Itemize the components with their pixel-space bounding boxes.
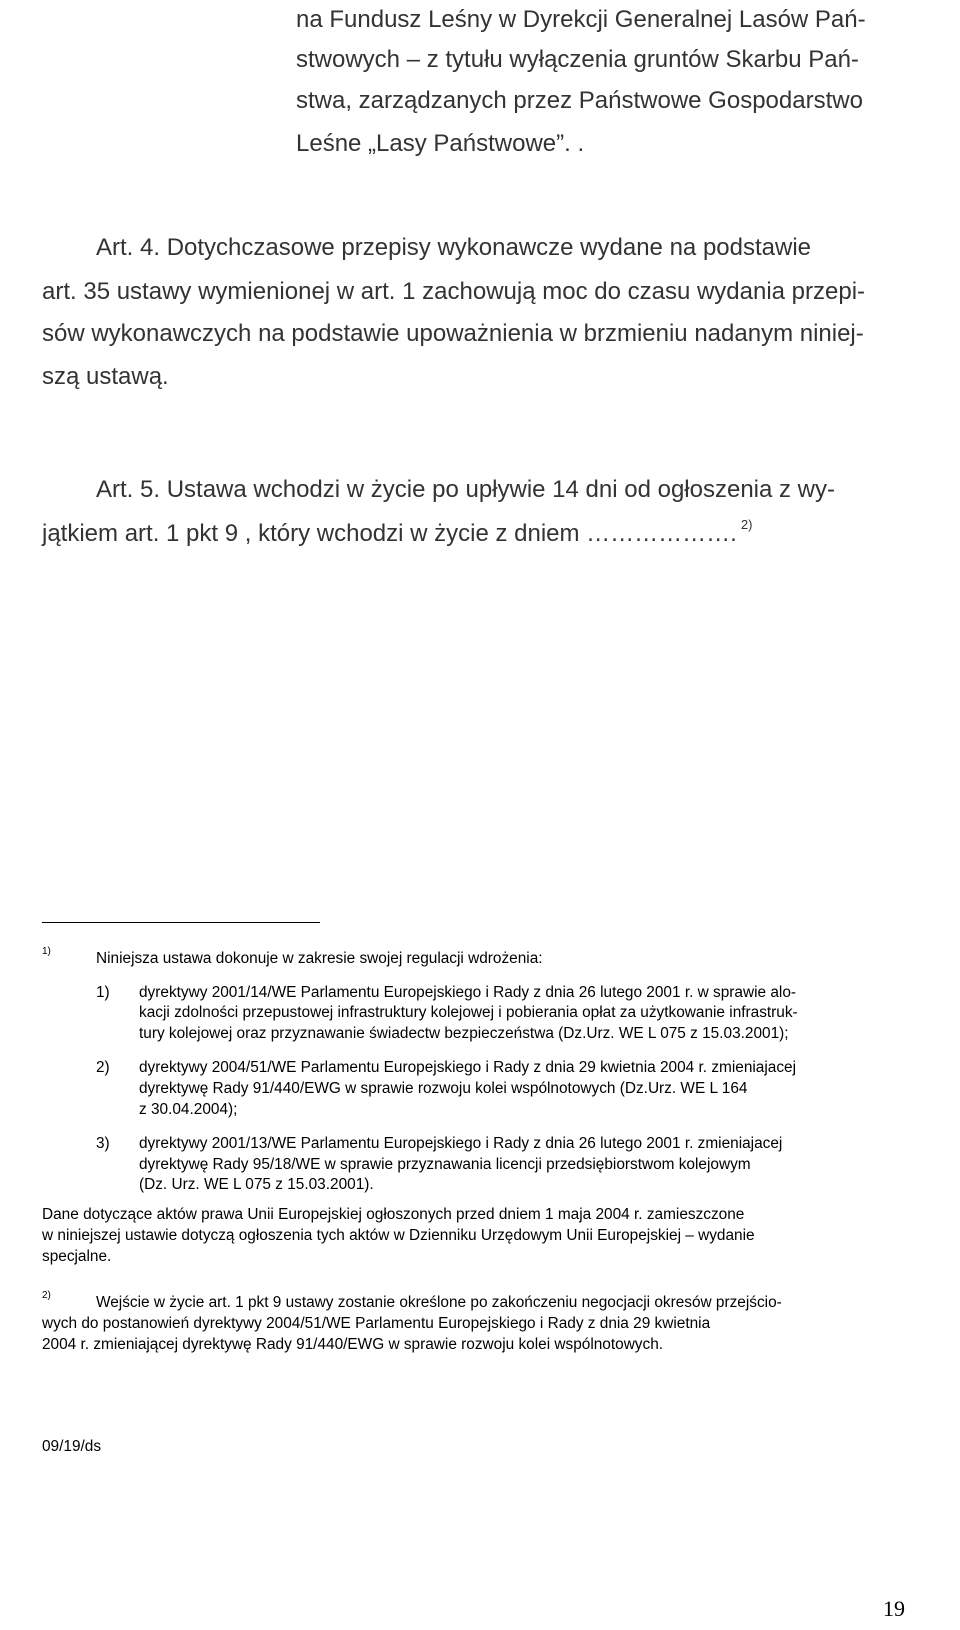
footnote-2-line: 2004 r. zmieniającej dyrektywę Rady 91/440/EWG w sprawie rozwoju kolei wspólnotowych.: [42, 1336, 664, 1353]
body-line: art. 35 ustawy wymienionej w art. 1 zachowują moc do czasu wydania przepi-: [42, 278, 866, 305]
footnote-1-closing-line: specjalne.: [42, 1248, 112, 1265]
footnote-separator: [42, 922, 320, 923]
footnote-item-line: dyrektywy 2004/51/WE Parlamentu Europejskiego i Rady z dnia 29 kwietnia 2004 r. zmieniajacej: [139, 1059, 797, 1076]
footnote-item-line: (Dz. Urz. WE L 075 z 15.03.2001).: [139, 1176, 374, 1193]
body-line: stwa, zarządzanych przez Państwowe Gospodarstwo: [296, 87, 863, 114]
footnote-1-intro: Niniejsza ustawa dokonuje w zakresie swojej regulacji wdrożenia:: [96, 950, 543, 967]
footnote-item-line: z 30.04.2004);: [139, 1101, 238, 1118]
footnote-1-closing-line: Dane dotyczące aktów prawa Unii Europejskiej ogłoszonych przed dniem 1 maja 2004 r. zamieszczone: [42, 1206, 745, 1223]
footnote-item-number: 1): [96, 984, 110, 1001]
body-line-text: jątkiem art. 1 pkt 9 , który wchodzi w życie z dniem ……………….: [42, 520, 737, 547]
body-line: szą ustawą.: [42, 363, 169, 390]
page-number: 19: [883, 1596, 905, 1621]
body-line: [42, 517, 753, 548]
body-line: Leśne „Lasy Państwowe”. .: [296, 130, 585, 157]
footnote-item-line: dyrektywę Rady 91/440/EWG w sprawie rozwoju kolei wspólnotowych (Dz.Urz. WE L 164: [139, 1080, 748, 1097]
body-line: stwowych – z tytułu wyłączenia gruntów Skarbu Pań-: [296, 46, 859, 73]
footnote-2-line: Wejście w życie art. 1 pkt 9 ustawy zostanie określone po zakończeniu negocjacji okresów przejścio-: [96, 1294, 782, 1311]
article-4-heading-line: Art. 4. Dotychczasowe przepisy wykonawcze wydane na podstawie: [96, 234, 812, 261]
article-5-heading-line: Art. 5. Ustawa wchodzi w życie po upływie 14 dni od ogłoszenia z wy-: [96, 476, 836, 503]
body-line: sów wykonawczych na podstawie upoważnienia w brzmieniu nadanym niniej-: [42, 320, 864, 347]
footnote-2-marker: 2): [42, 1290, 51, 1301]
footnote-item-line: dyrektywy 2001/14/WE Parlamentu Europejskiego i Rady z dnia 26 lutego 2001 r. w sprawie alo-: [139, 984, 797, 1001]
footnote-2-line: wych do postanowień dyrektywy 2004/51/WE Parlamentu Europejskiego i Rady z dnia 29 kwietnia: [42, 1315, 711, 1332]
footnote-item-number: 2): [96, 1059, 110, 1076]
footnote-item-number: 3): [96, 1135, 110, 1152]
footnote-1-marker: 1): [42, 946, 51, 957]
footnote-item-line: dyrektywę Rady 95/18/WE w sprawie przyznawania licencji przedsiębiorstwom kolejowym: [139, 1156, 751, 1173]
footnote-1-closing-line: w niniejszej ustawie dotyczą ogłoszenia tych aktów w Dzienniku Urzędowym Unii Europejskiej – wydanie: [42, 1227, 755, 1244]
footnote-item-line: tury kolejowej oraz przyznawanie świadectw bezpieczeństwa (Dz.Urz. WE L 075 z 15.03.2001);: [139, 1025, 789, 1042]
footnote-ref-2: 2): [740, 517, 753, 532]
body-line: na Fundusz Leśny w Dyrekcji Generalnej Lasów Pań-: [296, 6, 866, 33]
footnote-item-line: kacji zdolności przepustowej infrastruktury kolejowej i pobierania opłat za użytkowanie infrastruk-: [139, 1004, 798, 1021]
footnote-item-line: dyrektywy 2001/13/WE Parlamentu Europejskiego i Rady z dnia 26 lutego 2001 r. zmieniajacej: [139, 1135, 783, 1152]
document-code: 09/19/ds: [42, 1438, 102, 1455]
